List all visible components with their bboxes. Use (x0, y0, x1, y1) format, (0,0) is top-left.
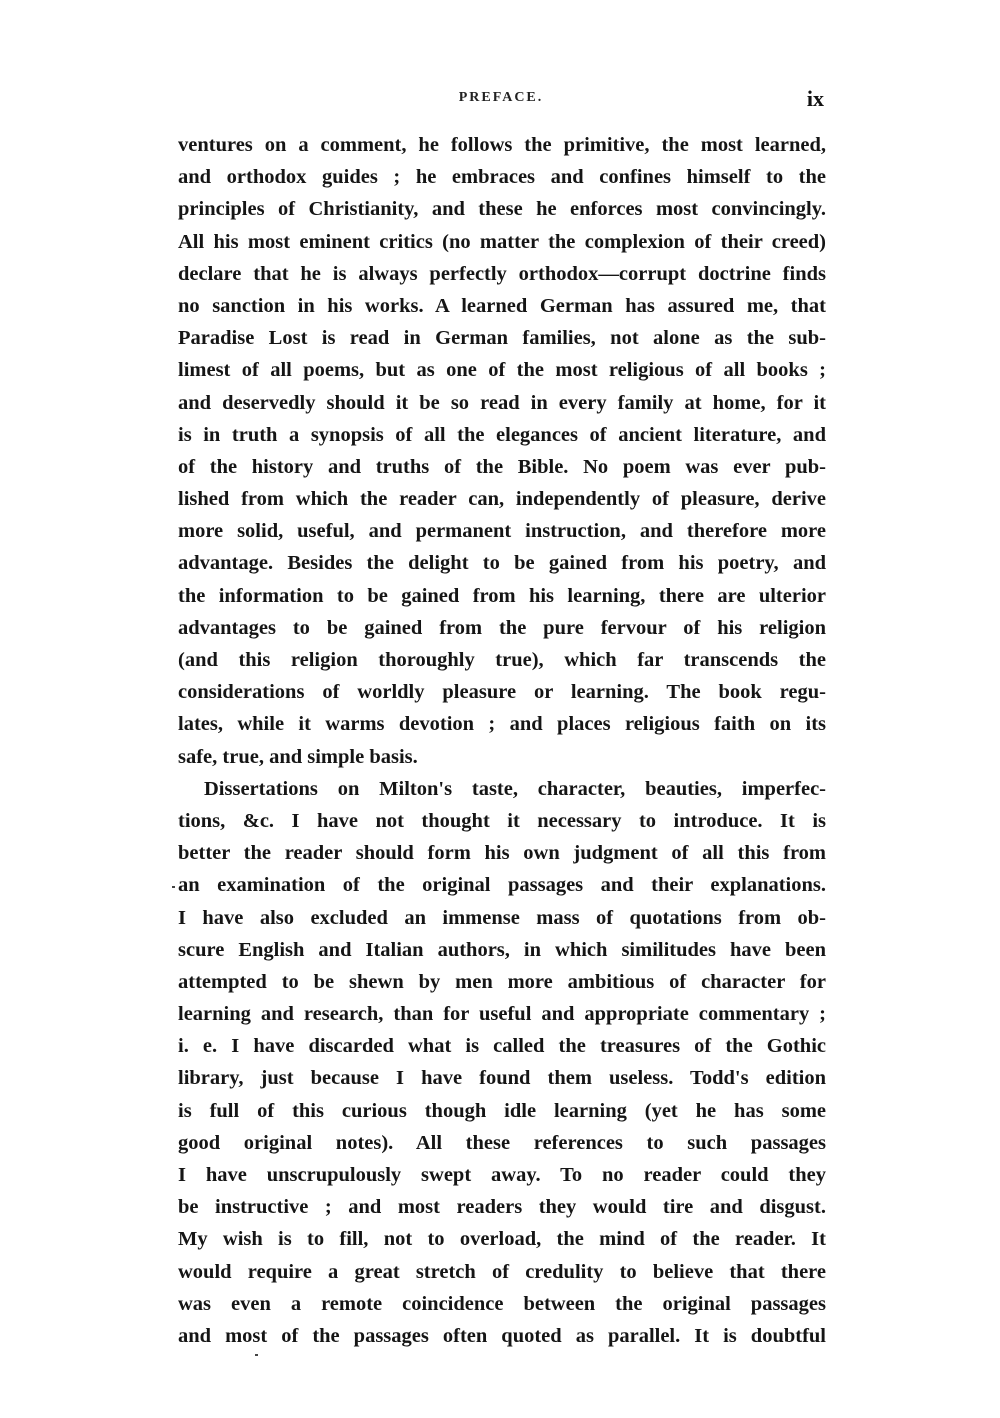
paragraph-2 (178, 773, 826, 1352)
text-line: and most of the passages often quoted as parallel. It is doubtful (178, 1324, 826, 1347)
body-text (178, 129, 826, 1352)
text-line: more solid, useful, and permanent instruction, and therefore more (178, 520, 826, 543)
text-line: and deservedly should it be so read in every family at home, for it (178, 391, 826, 414)
text-line: lished from which the reader can, independently of pleasure, derive (178, 488, 826, 511)
text-line: considerations of worldly pleasure or learning. The book regu- (178, 681, 826, 704)
text-line: (and this religion thoroughly true), which far transcends the (178, 649, 826, 671)
scan-speck (172, 886, 175, 888)
text-line: attempted to be shewn by men more ambitious of character for (178, 970, 826, 993)
text-line: limest of all poems, but as one of the most religious of all books ; (178, 359, 826, 382)
text-line: library, just because I have found them useless. Todd's edition (178, 1067, 826, 1090)
text-line: learning and research, than for useful and appropriate commentary ; (178, 1003, 826, 1026)
text-line: ventures on a comment, he follows the primitive, the most learned, (178, 134, 826, 156)
text-line: advantage. Besides the delight to be gained from his poetry, and (178, 552, 826, 575)
page-number: ix (806, 86, 824, 111)
text-line: i. e. I have discarded what is called the treasures of the Gothic (178, 1035, 826, 1058)
text-line: I have also excluded an immense mass of quotations from ob- (178, 906, 826, 929)
text-line: advantages to be gained from the pure fervour of his religion (178, 616, 826, 639)
text-line: is in truth a synopsis of all the elegances of ancient literature, and (178, 423, 826, 446)
text-line: principles of Christianity, and these he enforces most convincingly. (178, 198, 826, 221)
running-head (178, 86, 824, 116)
text-line: declare that he is always perfectly orthodox—corrupt doctrine finds (178, 262, 826, 285)
text-line: the information to be gained from his learning, there are ulterior (178, 584, 826, 607)
text-line: an examination of the original passages and their explanations. (178, 874, 826, 897)
text-line: scure English and Italian authors, in which similitudes have been (178, 938, 826, 961)
text-line: be instructive ; and most readers they would tire and disgust. (178, 1196, 826, 1219)
text-line: Dissertations on Milton's taste, character, beauties, imperfec- (204, 777, 826, 800)
text-line: tions, &c. I have not thought it necessary to introduce. It is (178, 809, 826, 832)
paragraph-1 (178, 129, 826, 773)
text-line: My wish is to fill, not to overload, the mind of the reader. It (178, 1228, 826, 1251)
text-line: lates, while it warms devotion ; and places religious faith on its (178, 713, 826, 736)
text-line: and orthodox guides ; he embraces and confines himself to the (178, 166, 826, 189)
text-line: good original notes). All these references to such passages (178, 1131, 826, 1154)
text-line: Paradise Lost is read in German families, not alone as the sub- (178, 327, 826, 350)
text-line: is full of this curious though idle learning (yet he has some (178, 1099, 826, 1122)
text-line: All his most eminent critics (no matter the complexion of their creed) (178, 230, 826, 253)
text-line: would require a great stretch of credulity to believe that there (178, 1260, 826, 1283)
text-line: safe, true, and simple basis. (178, 745, 418, 768)
text-line: better the reader should form his own judgment of all this from (178, 842, 826, 865)
text-line: no sanction in his works. A learned German has assured me, that (178, 294, 826, 317)
scan-speck (255, 1354, 258, 1356)
text-line: was even a remote coincidence between the original passages (178, 1292, 826, 1315)
text-line: of the history and truths of the Bible. No poem was ever pub- (178, 455, 826, 478)
running-title: PREFACE. (458, 90, 544, 105)
text-line: I have unscrupulously swept away. To no reader could they (178, 1164, 826, 1186)
